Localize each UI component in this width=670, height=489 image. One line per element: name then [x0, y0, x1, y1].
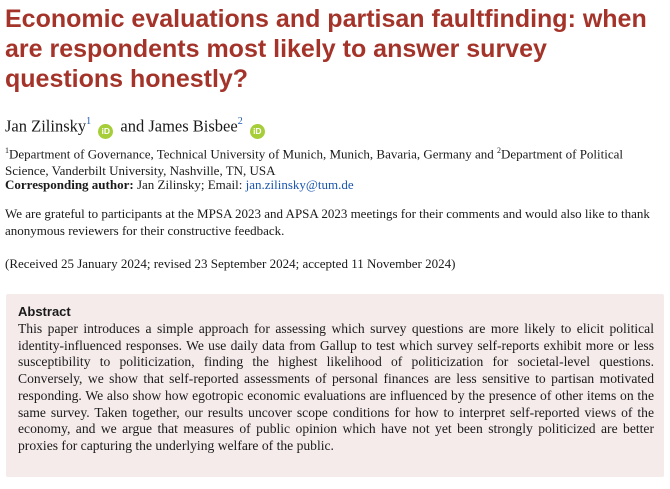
- author-affiliation-marker: 1: [86, 116, 92, 127]
- orcid-icon[interactable]: iD: [98, 124, 113, 139]
- author-conjunction: and: [120, 116, 145, 136]
- abstract-box: [6, 294, 664, 477]
- affiliation-text: Department of Political Science, Vanderbilt University, Nashville, TN, USA: [5, 146, 624, 178]
- paper-title: Economic evaluations and partisan faultfinding: when are respondents most likely to answer survey questions honestly?: [5, 5, 647, 93]
- corresponding-label: Corresponding author:: [5, 177, 134, 192]
- author-list: [5, 113, 268, 139]
- affiliation-marker: 1: [5, 146, 9, 155]
- author-affiliation-marker: 2: [237, 116, 243, 127]
- affiliation-text: Department of Governance, Technical University of Munich, Munich, Bavaria, Germany and: [9, 146, 497, 162]
- email-link[interactable]: jan.zilinsky@tum.de: [245, 177, 354, 192]
- corresponding-text: Jan Zilinsky; Email:: [133, 177, 246, 192]
- orcid-icon[interactable]: iD: [250, 124, 265, 139]
- affiliation-marker: 2: [497, 146, 501, 155]
- received-dates: (Received 25 January 2024; revised 23 September 2024; accepted 11 November 2024): [5, 256, 456, 271]
- corresponding-author: [5, 177, 660, 194]
- author-name: Jan Zilinsky: [5, 116, 87, 136]
- author-name: James Bisbee: [148, 116, 238, 136]
- acknowledgement: We are grateful to participants at the MPSA 2023 and APSA 2023 meetings for their comments and would also like to thank anonymous reviewers for their constructive feedback.: [5, 206, 650, 238]
- abstract-heading: Abstract: [18, 304, 71, 319]
- affiliations: [5, 143, 660, 179]
- abstract-body: This paper introduces a simple approach for assessing which survey questions are more likely to elicit political identity-influenced responses. We use daily data from Gallup to test which survey self-reports exhibit more or less susceptibility to politicization, finding the highest likelihood of politicization for societal-level questions. Conversely, we show that self-reported assessments of personal finances are less sensitive to partisan motivated responding. We also show how egotropic economic evaluations are influenced by the presence of other items on the same survey. Taken together, our results uncover scope conditions for how to interpret self-reported views of the economy, and we argue that measures of public opinion which have not yet been strongly politicized are better proxies for capturing the underlying welfare of the public.: [18, 321, 654, 453]
